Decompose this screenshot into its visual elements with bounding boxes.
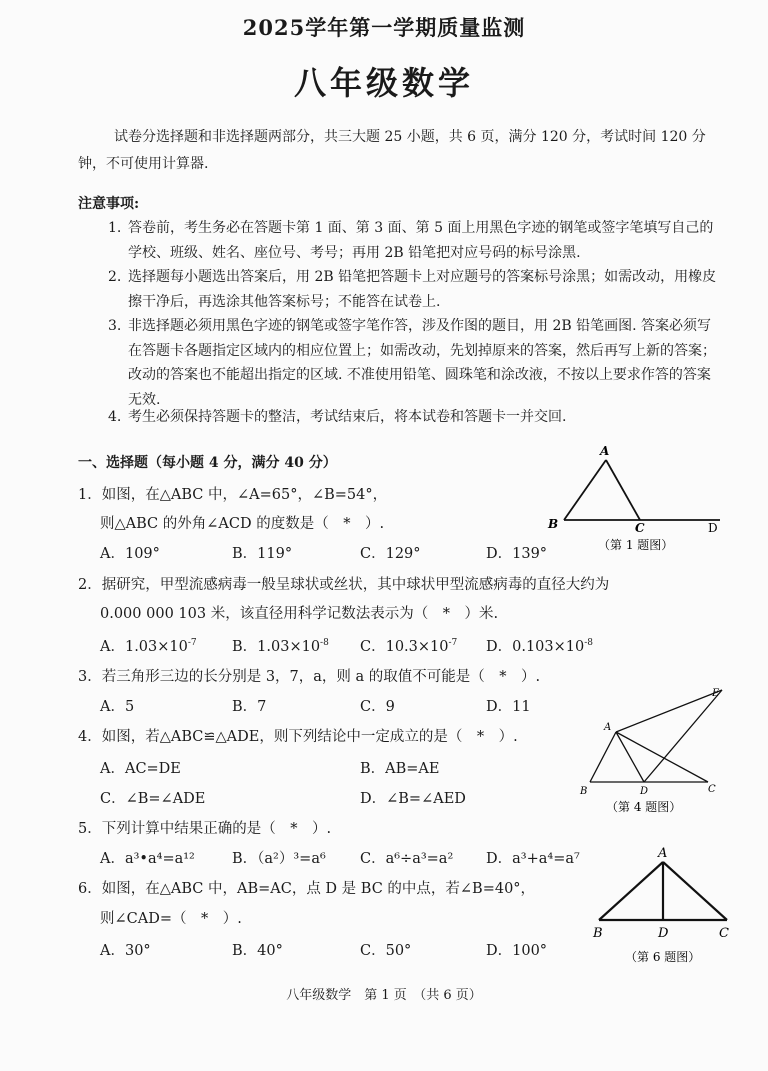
q4-option-d: D．∠B=∠AED bbox=[360, 791, 466, 807]
q6-stem-line2: 则∠CAD=（ * ）. bbox=[100, 911, 242, 927]
fig6-label-a: A bbox=[658, 846, 668, 861]
q3-option-b: B．7 bbox=[232, 699, 267, 715]
q1-stem-line1: 1．如图，在△ABC 中，∠A=65°，∠B=54°， bbox=[78, 487, 388, 503]
q2-option-c: C．$10.3\times 10^{-7}$ bbox=[360, 638, 458, 655]
notice-item-text: 答卷前，考生务必在答题卡第 1 面、第 3 面、第 5 面上用黑色字迹的钢笔或签字笔填写自己的学校、班级、姓名、座位号、考号；再用 2B 铅笔把对应号码的标号涂黑. bbox=[128, 220, 714, 261]
notice-item bbox=[108, 405, 718, 430]
q2-option-a: A．$1.03\times 10^{-7}$ bbox=[100, 638, 197, 655]
section-heading: 一、选择题（每小题 4 分，满分 40 分） bbox=[78, 455, 337, 471]
notice-item-number: 1. bbox=[108, 220, 122, 236]
q5-stem: 5．下列计算中结果正确的是（ * ）. bbox=[78, 821, 332, 837]
notice-item-number: 2. bbox=[108, 269, 122, 285]
notice-item-text: 选择题每小题选出答案后，用 2B 铅笔把答题卡上对应题号的答案标号涂黑；如需改动，用橡皮擦干净后，再选涂其他答案标号；不能答在试卷上. bbox=[128, 269, 717, 310]
q2-option-d: D．$0.103\times 10^{-8}$ bbox=[486, 638, 594, 655]
q3-stem: 3．若三角形三边的长分别是 3，7，a，则 a 的取值不可能是（ * ）. bbox=[78, 669, 541, 685]
fig1-label-a: A bbox=[600, 444, 610, 458]
figure-4 bbox=[570, 684, 730, 820]
fig6-label-b: B bbox=[593, 926, 603, 941]
fig1-caption: （第 1 题图） bbox=[598, 538, 674, 552]
fig6-label-d: D bbox=[658, 926, 669, 941]
subject-title: 八年级数学 bbox=[293, 64, 474, 102]
fig4-label-c: C bbox=[708, 784, 716, 795]
q2-stem-line2: 0.000 000 103 米，该直径用科学记数法表示为（ * ）米. bbox=[100, 606, 499, 622]
q6-option-a: A．30° bbox=[100, 943, 151, 959]
fig4-caption: （第 4 题图） bbox=[606, 800, 682, 814]
q5-option-c: C．a⁶÷a³=a² bbox=[360, 851, 454, 867]
fig1-label-c: C bbox=[635, 521, 645, 535]
notice-item-number: 4. bbox=[108, 409, 122, 425]
q6-option-c: C．50° bbox=[360, 943, 412, 959]
q4-option-a: A．AC=DE bbox=[100, 761, 181, 777]
q3-option-a: A．5 bbox=[100, 699, 135, 715]
q6-stem-line1: 6．如图，在△ABC 中，AB=AC，点 D 是 BC 的中点，若∠B=40°， bbox=[78, 881, 536, 897]
exam-title: 2025学年第一学期质量监测 bbox=[242, 15, 526, 40]
fig1-label-b: B bbox=[548, 517, 559, 531]
fig6-caption: （第 6 题图） bbox=[625, 950, 701, 964]
q5-option-a: A．a³•a⁴=a¹² bbox=[100, 851, 195, 867]
fig4-side-ae bbox=[616, 690, 722, 732]
fig4-label-b: B bbox=[580, 786, 588, 797]
figure-6 bbox=[585, 842, 745, 968]
fig1-side-ac bbox=[606, 460, 640, 520]
q6-option-b: B．40° bbox=[232, 943, 283, 959]
notice-item-text: 考生必须保持答题卡的整洁，考试结束后，将本试卷和答题卡一并交回. bbox=[128, 409, 567, 425]
q1-option-c: C．129° bbox=[360, 546, 421, 562]
q4-stem: 4．如图，若△ABC≌△ADE，则下列结论中一定成立的是（ * ）. bbox=[78, 729, 518, 745]
page-footer: 八年级数学 第 1 页 （共 6 页） bbox=[286, 988, 482, 1003]
q1-option-d: D．139° bbox=[486, 546, 548, 562]
notice-item bbox=[108, 265, 718, 314]
q1-option-b: B．119° bbox=[232, 546, 293, 562]
q4-option-c: C．∠B=∠ADE bbox=[100, 791, 206, 807]
q5-option-d: D．a³+a⁴=a⁷ bbox=[486, 851, 580, 867]
q6-option-d: D．100° bbox=[486, 943, 548, 959]
fig4-label-d: D bbox=[640, 786, 649, 797]
fig6-label-c: C bbox=[719, 926, 729, 941]
intro-text: 试卷分选择题和非选择题两部分，共三大题 25 小题，共 6 页，满分 120 分，考试时间 120 分钟，不可使用计算器. bbox=[78, 129, 706, 172]
fig6-side-ac bbox=[663, 862, 727, 920]
fig4-label-e: E bbox=[712, 688, 720, 699]
q3-option-c: C．9 bbox=[360, 699, 395, 715]
fig6-side-ab bbox=[599, 862, 663, 920]
figure-1 bbox=[540, 440, 730, 560]
q1-option-a: A．109° bbox=[100, 546, 160, 562]
q1-stem-line2: 则△ABC 的外角∠ACD 的度数是（ * ）. bbox=[100, 516, 385, 532]
notice-item-number: 3. bbox=[108, 318, 122, 334]
fig4-side-ab bbox=[590, 732, 616, 782]
fig1-side-ab bbox=[564, 460, 606, 520]
q2-option-b: B．$1.03\times 10^{-8}$ bbox=[232, 638, 329, 655]
fig1-label-d: D bbox=[708, 521, 718, 535]
q5-option-b: B．（a²）³=a⁶ bbox=[232, 851, 326, 867]
q2-stem-line1: 2．据研究，甲型流感病毒一般呈球状或丝状，其中球状甲型流感病毒的直径大约为 bbox=[78, 577, 610, 593]
q3-option-d: D．11 bbox=[486, 699, 531, 715]
notice-item bbox=[108, 314, 718, 412]
notice-item bbox=[108, 216, 718, 265]
q4-option-b: B．AB=AE bbox=[360, 761, 440, 777]
notice-item-text: 非选择题必须用黑色字迹的钢笔或签字笔作答，涉及作图的题目，用 2B 铅笔画图. 答案必须写在答题卡各题指定区域内的相应位置上；如需改动，先划掉原来的答案，然后再写上新的答案；改动的答案也不能超出指定的区域. 不准使用铅笔、圆珠笔和涂改液，不按以上要求作答的答案无效. bbox=[128, 318, 716, 408]
notice-heading: 注意事项: bbox=[78, 196, 140, 212]
fig4-label-a: A bbox=[604, 722, 612, 733]
